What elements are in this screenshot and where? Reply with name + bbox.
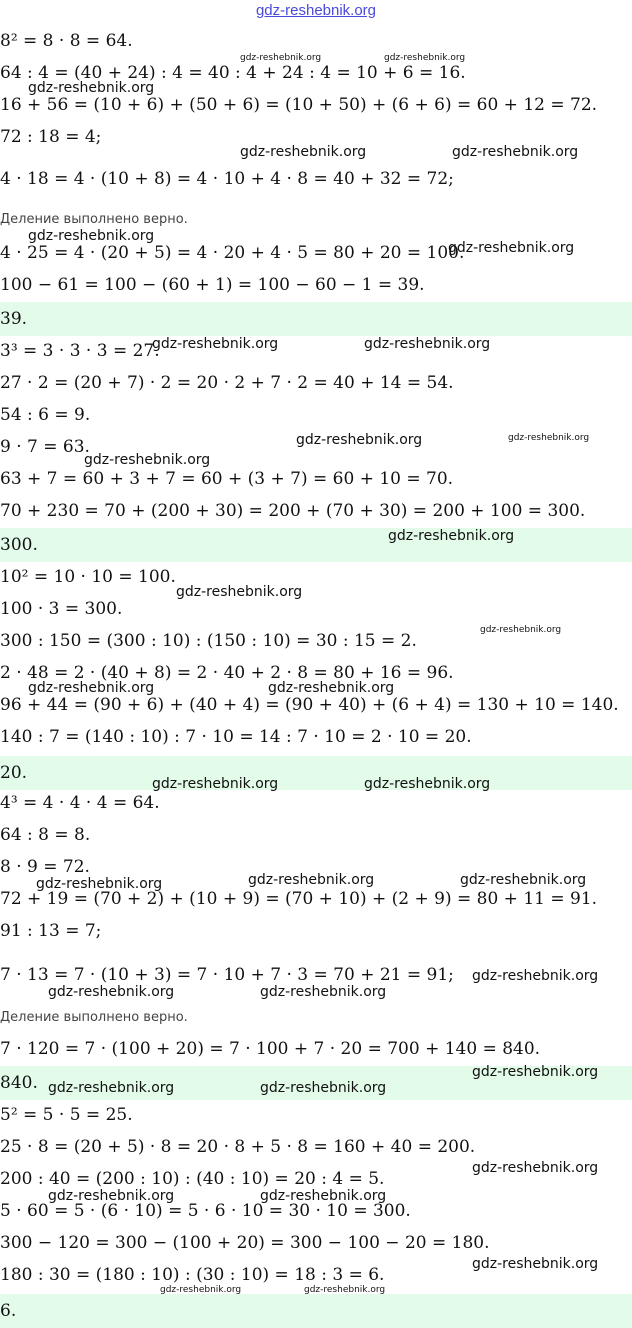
math-line: 25 · 8 = (20 + 5) · 8 = 20 · 8 + 5 · 8 = 160 + 40 = 200. (0, 1137, 476, 1157)
watermark: gdz-reshebnik.org (152, 776, 279, 792)
math-line: 7 · 13 = 7 · (10 + 3) = 7 · 10 + 7 · 3 = 70 + 21 = 91; (0, 965, 454, 985)
math-line: 2 · 48 = 2 · (40 + 8) = 2 · 40 + 2 · 8 = 80 + 16 = 96. (0, 663, 454, 683)
site-header-link[interactable]: gdz-reshebnik.org (255, 2, 377, 19)
math-line: 4³ = 4 · 4 · 4 = 64. (0, 793, 160, 813)
math-line: 5² = 5 · 5 = 25. (0, 1105, 133, 1125)
watermark: gdz-reshebnik.org (480, 625, 562, 635)
math-line: 64 : 4 = (40 + 24) : 4 = 40 : 4 + 24 : 4 = 10 + 6 = 16. (0, 63, 466, 83)
math-line: 91 : 13 = 7; (0, 921, 102, 941)
watermark: gdz-reshebnik.org (160, 1285, 242, 1295)
answer-bar (0, 1294, 632, 1328)
watermark: gdz-reshebnik.org (176, 584, 303, 600)
math-line: 10² = 10 · 10 = 100. (0, 567, 176, 587)
watermark: gdz-reshebnik.org (240, 144, 367, 160)
watermark: gdz-reshebnik.org (260, 984, 387, 1000)
check-note: Деление выполнено верно. (0, 212, 188, 227)
math-line: 9 · 7 = 63. (0, 437, 90, 457)
answer-value: 20. (0, 763, 28, 783)
math-line: 8² = 8 · 8 = 64. (0, 31, 133, 51)
math-line: 100 − 61 = 100 − (60 + 1) = 100 − 60 − 1 = 39. (0, 275, 425, 295)
watermark: gdz-reshebnik.org (248, 872, 375, 888)
answer-bar (0, 528, 632, 562)
watermark: gdz-reshebnik.org (48, 1080, 175, 1096)
watermark: gdz-reshebnik.org (48, 1188, 175, 1204)
watermark: gdz-reshebnik.org (448, 240, 575, 256)
answer-bar (0, 302, 632, 336)
watermark: gdz-reshebnik.org (472, 968, 599, 984)
math-line: 70 + 230 = 70 + (200 + 30) = 200 + (70 + 30) = 200 + 100 = 300. (0, 501, 586, 521)
check-note: Деление выполнено верно. (0, 1010, 188, 1025)
watermark: gdz-reshebnik.org (364, 336, 491, 352)
math-line: 64 : 8 = 8. (0, 825, 91, 845)
math-line: 5 · 60 = 5 · (6 · 10) = 5 · 6 · 10 = 30 · 10 = 300. (0, 1201, 411, 1221)
answer-value: 840. (0, 1073, 38, 1093)
math-line: 200 : 40 = (200 : 10) : (40 : 10) = 20 : 4 = 5. (0, 1169, 385, 1189)
watermark: gdz-reshebnik.org (260, 1188, 387, 1204)
math-line: 72 + 19 = (70 + 2) + (10 + 9) = (70 + 10) + (2 + 9) = 80 + 11 = 91. (0, 889, 598, 909)
watermark: gdz-reshebnik.org (472, 1160, 599, 1176)
answer-value: 300. (0, 535, 38, 555)
watermark: gdz-reshebnik.org (28, 80, 155, 96)
answer-value: 39. (0, 309, 28, 329)
watermark: gdz-reshebnik.org (388, 528, 515, 544)
watermark: gdz-reshebnik.org (296, 432, 423, 448)
math-line: 180 : 30 = (180 : 10) : (30 : 10) = 18 : 3 = 6. (0, 1265, 385, 1285)
math-line: 100 · 3 = 300. (0, 599, 123, 619)
math-line: 72 : 18 = 4; (0, 127, 102, 147)
math-line: 300 : 150 = (300 : 10) : (150 : 10) = 30 : 15 = 2. (0, 631, 417, 651)
watermark: gdz-reshebnik.org (384, 53, 466, 63)
answer-bar (0, 756, 632, 790)
watermark: gdz-reshebnik.org (84, 452, 211, 468)
math-line: 16 + 56 = (10 + 6) + (50 + 6) = (10 + 50) + (6 + 6) = 60 + 12 = 72. (0, 95, 598, 115)
watermark: gdz-reshebnik.org (364, 776, 491, 792)
math-line: 3³ = 3 · 3 · 3 = 27. (0, 341, 160, 361)
math-line: 96 + 44 = (90 + 6) + (40 + 4) = (90 + 40) + (6 + 4) = 130 + 10 = 140. (0, 695, 619, 715)
watermark: gdz-reshebnik.org (452, 144, 579, 160)
watermark: gdz-reshebnik.org (460, 872, 587, 888)
watermark: gdz-reshebnik.org (304, 1285, 386, 1295)
math-line: 7 · 120 = 7 · (100 + 20) = 7 · 100 + 7 · 20 = 700 + 140 = 840. (0, 1039, 541, 1059)
watermark: gdz-reshebnik.org (268, 680, 395, 696)
math-line: 4 · 18 = 4 · (10 + 8) = 4 · 10 + 4 · 8 = 40 + 32 = 72; (0, 169, 454, 189)
math-line: 63 + 7 = 60 + 3 + 7 = 60 + (3 + 7) = 60 + 10 = 70. (0, 469, 454, 489)
watermark: gdz-reshebnik.org (152, 336, 279, 352)
answer-value: 6. (0, 1301, 17, 1321)
watermark: gdz-reshebnik.org (472, 1256, 599, 1272)
watermark: gdz-reshebnik.org (240, 53, 322, 63)
math-line: 54 : 6 = 9. (0, 405, 91, 425)
watermark: gdz-reshebnik.org (48, 984, 175, 1000)
watermark: gdz-reshebnik.org (508, 433, 590, 443)
math-line: 4 · 25 = 4 · (20 + 5) = 4 · 20 + 4 · 5 = 80 + 20 = 100. (0, 243, 465, 263)
math-line: 300 − 120 = 300 − (100 + 20) = 300 − 100 − 20 = 180. (0, 1233, 490, 1253)
math-line: 27 · 2 = (20 + 7) · 2 = 20 · 2 + 7 · 2 = 40 + 14 = 54. (0, 373, 454, 393)
math-line: 140 : 7 = (140 : 10) : 7 · 10 = 14 : 7 · 10 = 2 · 10 = 20. (0, 727, 472, 747)
watermark: gdz-reshebnik.org (28, 680, 155, 696)
watermark: gdz-reshebnik.org (472, 1064, 599, 1080)
watermark: gdz-reshebnik.org (36, 876, 163, 892)
watermark: gdz-reshebnik.org (28, 228, 155, 244)
math-line: 8 · 9 = 72. (0, 857, 90, 877)
watermark: gdz-reshebnik.org (260, 1080, 387, 1096)
